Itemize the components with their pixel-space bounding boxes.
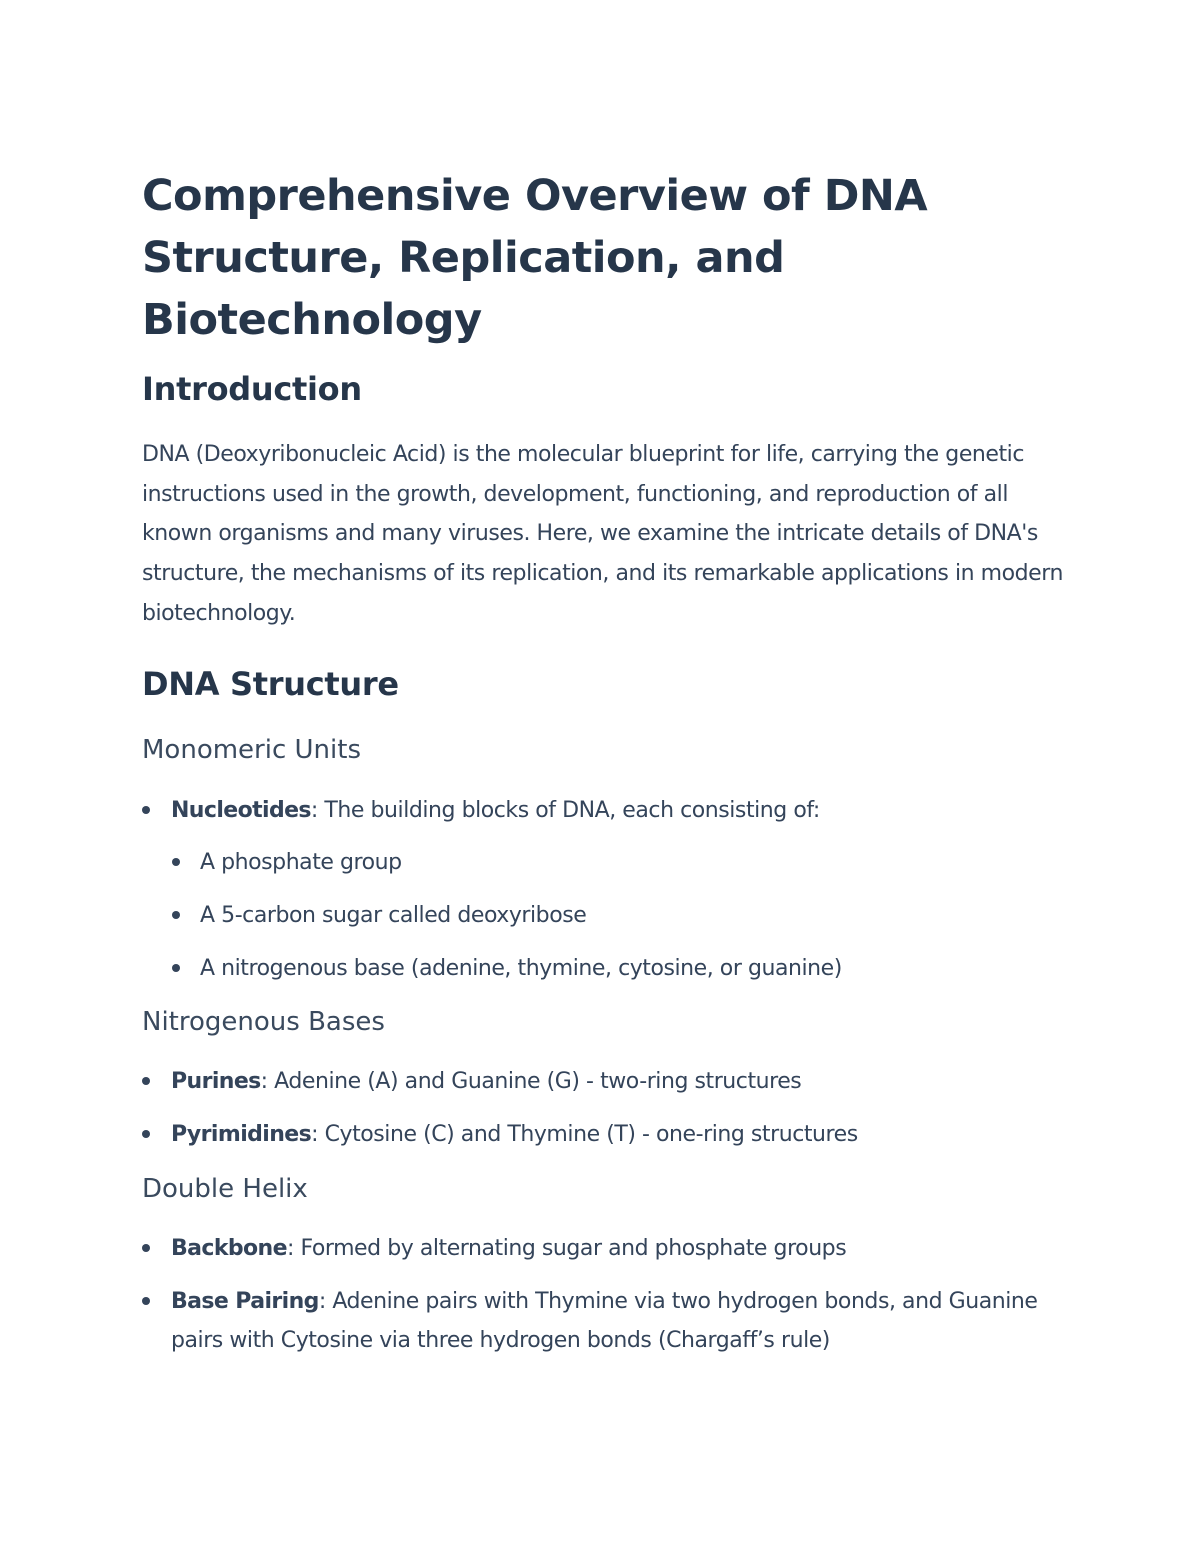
bullet-icon	[172, 964, 180, 972]
document-title: Comprehensive Overview of DNA Structure, Replication, and Biotechnology	[142, 171, 928, 345]
bullet-icon	[172, 911, 180, 919]
bullet-icon	[142, 1077, 150, 1085]
list-item-text: : Adenine pairs with Thymine via two hydrogen bonds, and Guanine pairs with Cytosine via three hydrogen bonds (Chargaff’s rule)	[171, 1288, 1038, 1353]
list-item-term: Pyrimidines	[171, 1121, 312, 1147]
list-item-term: Purines	[171, 1068, 261, 1094]
introduction-paragraph: DNA (Deoxyribonucleic Acid) is the molecular blueprint for life, carrying the genetic instructions used in the growth, development, functioning, and reproduction of all known organisms and many viruses. Here, we examine the intricate details of DNA's structure, the mechanisms of its replication, and its remarkable applications in modern biotechnology.	[142, 442, 1063, 626]
nitrogenous-bases-list	[142, 1062, 1072, 1154]
list-item-base-pairing	[142, 1282, 1072, 1360]
list-item	[142, 896, 1072, 935]
list-item-backbone	[142, 1229, 1072, 1268]
list-item-nucleotides	[142, 791, 1072, 830]
list-item-text: A nitrogenous base (adenine, thymine, cytosine, or guanine)	[200, 955, 842, 981]
list-item	[142, 949, 1072, 988]
monomeric-units-heading: Monomeric Units	[142, 734, 361, 765]
list-item	[142, 843, 1072, 882]
bullet-icon	[142, 806, 150, 814]
double-helix-list	[142, 1229, 1072, 1360]
list-item-purines	[142, 1062, 1072, 1101]
monomeric-units-list	[142, 791, 1072, 830]
bullet-icon	[142, 1297, 150, 1305]
bullet-icon	[142, 1130, 150, 1138]
introduction-heading: Introduction	[142, 370, 362, 408]
list-item-term: Backbone	[171, 1235, 287, 1261]
double-helix-heading: Double Helix	[142, 1173, 308, 1204]
bullet-icon	[172, 858, 180, 866]
list-item-text: : Cytosine (C) and Thymine (T) - one-ring structures	[311, 1121, 858, 1147]
nitrogenous-bases-heading: Nitrogenous Bases	[142, 1006, 385, 1037]
list-item-text: A phosphate group	[200, 849, 402, 875]
list-item-text: : Formed by alternating sugar and phosphate groups	[286, 1235, 847, 1261]
dna-structure-heading: DNA Structure	[142, 664, 399, 703]
list-item-text: : Adenine (A) and Guanine (G) - two-ring structures	[260, 1068, 802, 1094]
list-item-pyrimidines	[142, 1115, 1072, 1154]
list-item-term: Nucleotides	[171, 797, 311, 823]
nucleotide-components-list	[142, 843, 1072, 988]
list-item-text: : The building blocks of DNA, each consisting of:	[310, 797, 820, 823]
list-item-text: A 5-carbon sugar called deoxyribose	[200, 902, 587, 928]
bullet-icon	[142, 1244, 150, 1252]
document-page	[142, 165, 1072, 1360]
list-item-term: Base Pairing	[171, 1288, 319, 1314]
